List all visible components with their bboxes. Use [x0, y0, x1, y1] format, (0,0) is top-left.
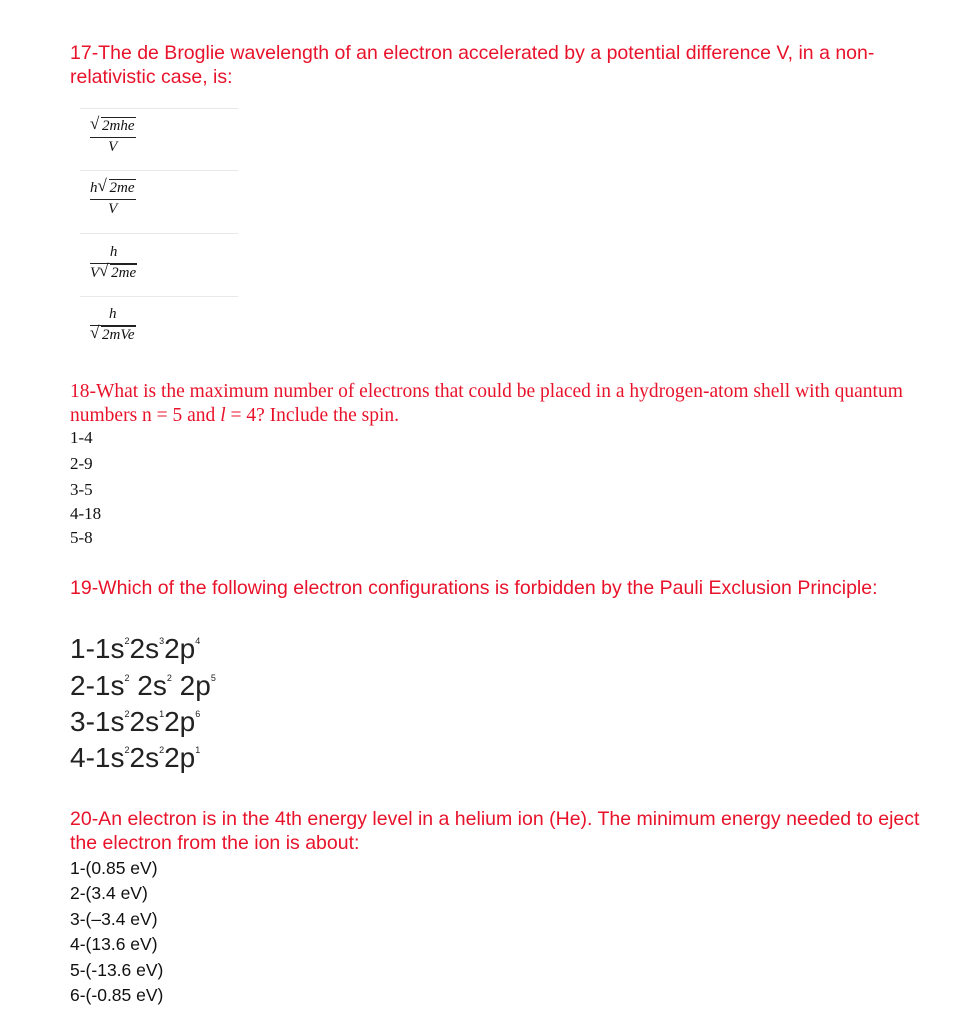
- q19-option-2-prefix: 2-: [70, 670, 95, 701]
- option-divider: [80, 233, 238, 234]
- orbital-label: 2s: [129, 706, 160, 737]
- question-18-text-part-2: = 4? Include the spin.: [225, 405, 400, 426]
- q18-option-1: 1-4: [70, 428, 93, 447]
- q19-option-1: [70, 633, 200, 665]
- q19-option-3-prefix: 3-: [70, 706, 95, 737]
- q20-option-3: 3-(–3.4 eV): [70, 909, 158, 929]
- orbital-label: 2p: [164, 706, 196, 737]
- electron-count: 2: [124, 636, 130, 646]
- electron-count: 2: [159, 745, 165, 755]
- option-divider: [80, 296, 238, 297]
- q19-option-2: [70, 670, 216, 702]
- orbital-label: 1s: [94, 670, 125, 701]
- question-19-text: 19-Which of the following electron configurations is forbidden by the Pauli Exclusion Principle:: [70, 577, 878, 599]
- q17-option-2-numerator-prefix: h: [90, 180, 98, 196]
- option-divider: [80, 108, 238, 109]
- orbital-label: 1s: [94, 633, 125, 664]
- q18-option-5: 5-8: [70, 528, 93, 547]
- electron-count: 4: [195, 636, 201, 646]
- question-18-text-part-1: 18-What is the maximum number of electrons that could be placed in a hydrogen-atom shell with quantum numbers n = 5 and: [70, 381, 903, 426]
- q17-option-2-numerator: 2me: [109, 180, 135, 196]
- option-divider: [80, 170, 238, 171]
- electron-count: 5: [210, 673, 216, 683]
- q17-option-3-numerator: h: [109, 244, 118, 260]
- orbital-label: 2s: [129, 742, 160, 773]
- quantum-number-l: l: [220, 405, 226, 426]
- electron-count: 1: [195, 745, 201, 755]
- question-17-text: 17-The de Broglie wavelength of an electron accelerated by a potential difference V, in a non-relativistic case, is:: [70, 42, 875, 88]
- q17-option-3: h V √ 2me: [90, 244, 137, 281]
- q17-option-1-numerator: 2mhe: [102, 118, 135, 134]
- q17-option-4: h √ 2mVe: [90, 306, 135, 343]
- electron-count: 2: [124, 673, 130, 683]
- electron-count: 2: [124, 709, 130, 719]
- q20-option-6: 6-(-0.85 eV): [70, 985, 164, 1005]
- orbital-label: 1s: [94, 706, 125, 737]
- q17-option-3-denominator-prefix: V: [90, 265, 100, 281]
- q18-option-4: 4-18: [70, 504, 102, 523]
- electron-count: 2: [124, 745, 130, 755]
- electron-count: 6: [195, 709, 201, 719]
- q18-option-3: 3-5: [70, 480, 93, 499]
- orbital-label: 2p: [171, 670, 211, 701]
- electron-count: 2: [166, 673, 172, 683]
- q19-option-3: [70, 706, 200, 738]
- orbital-label: 2p: [164, 742, 196, 773]
- q17-option-1-denominator: V: [108, 139, 118, 155]
- q19-option-4: [70, 742, 200, 774]
- orbital-label: 2p: [164, 633, 196, 664]
- q18-option-2: 2-9: [70, 454, 93, 473]
- q17-option-4-denominator: 2mVe: [102, 327, 135, 343]
- q17-option-1: √ 2mhe V: [90, 114, 135, 155]
- question-20-text: 20-An electron is in the 4th energy level in a helium ion (He). The minimum energy needed to eject the electron from the ion is about:: [70, 808, 920, 854]
- q20-option-1: 1-(0.85 eV): [70, 858, 158, 878]
- q17-option-2: h √ 2me V: [90, 176, 135, 217]
- q17-option-2-denominator: V: [108, 201, 118, 217]
- orbital-label: 2s: [129, 633, 160, 664]
- q19-option-4-prefix: 4-: [70, 742, 95, 773]
- electron-count: 3: [159, 636, 165, 646]
- q19-option-1-prefix: 1-: [70, 633, 95, 664]
- orbital-label: 1s: [94, 742, 125, 773]
- question-18-text: [70, 380, 920, 428]
- orbital-label: 2s: [129, 670, 167, 701]
- q17-option-4-numerator: h: [109, 306, 117, 322]
- q20-option-2: 2-(3.4 eV): [70, 883, 148, 903]
- electron-count: 1: [159, 709, 165, 719]
- q20-option-5: 5-(-13.6 eV): [70, 960, 164, 980]
- q17-option-3-denominator: 2me: [111, 265, 137, 281]
- q20-option-4: 4-(13.6 eV): [70, 934, 158, 954]
